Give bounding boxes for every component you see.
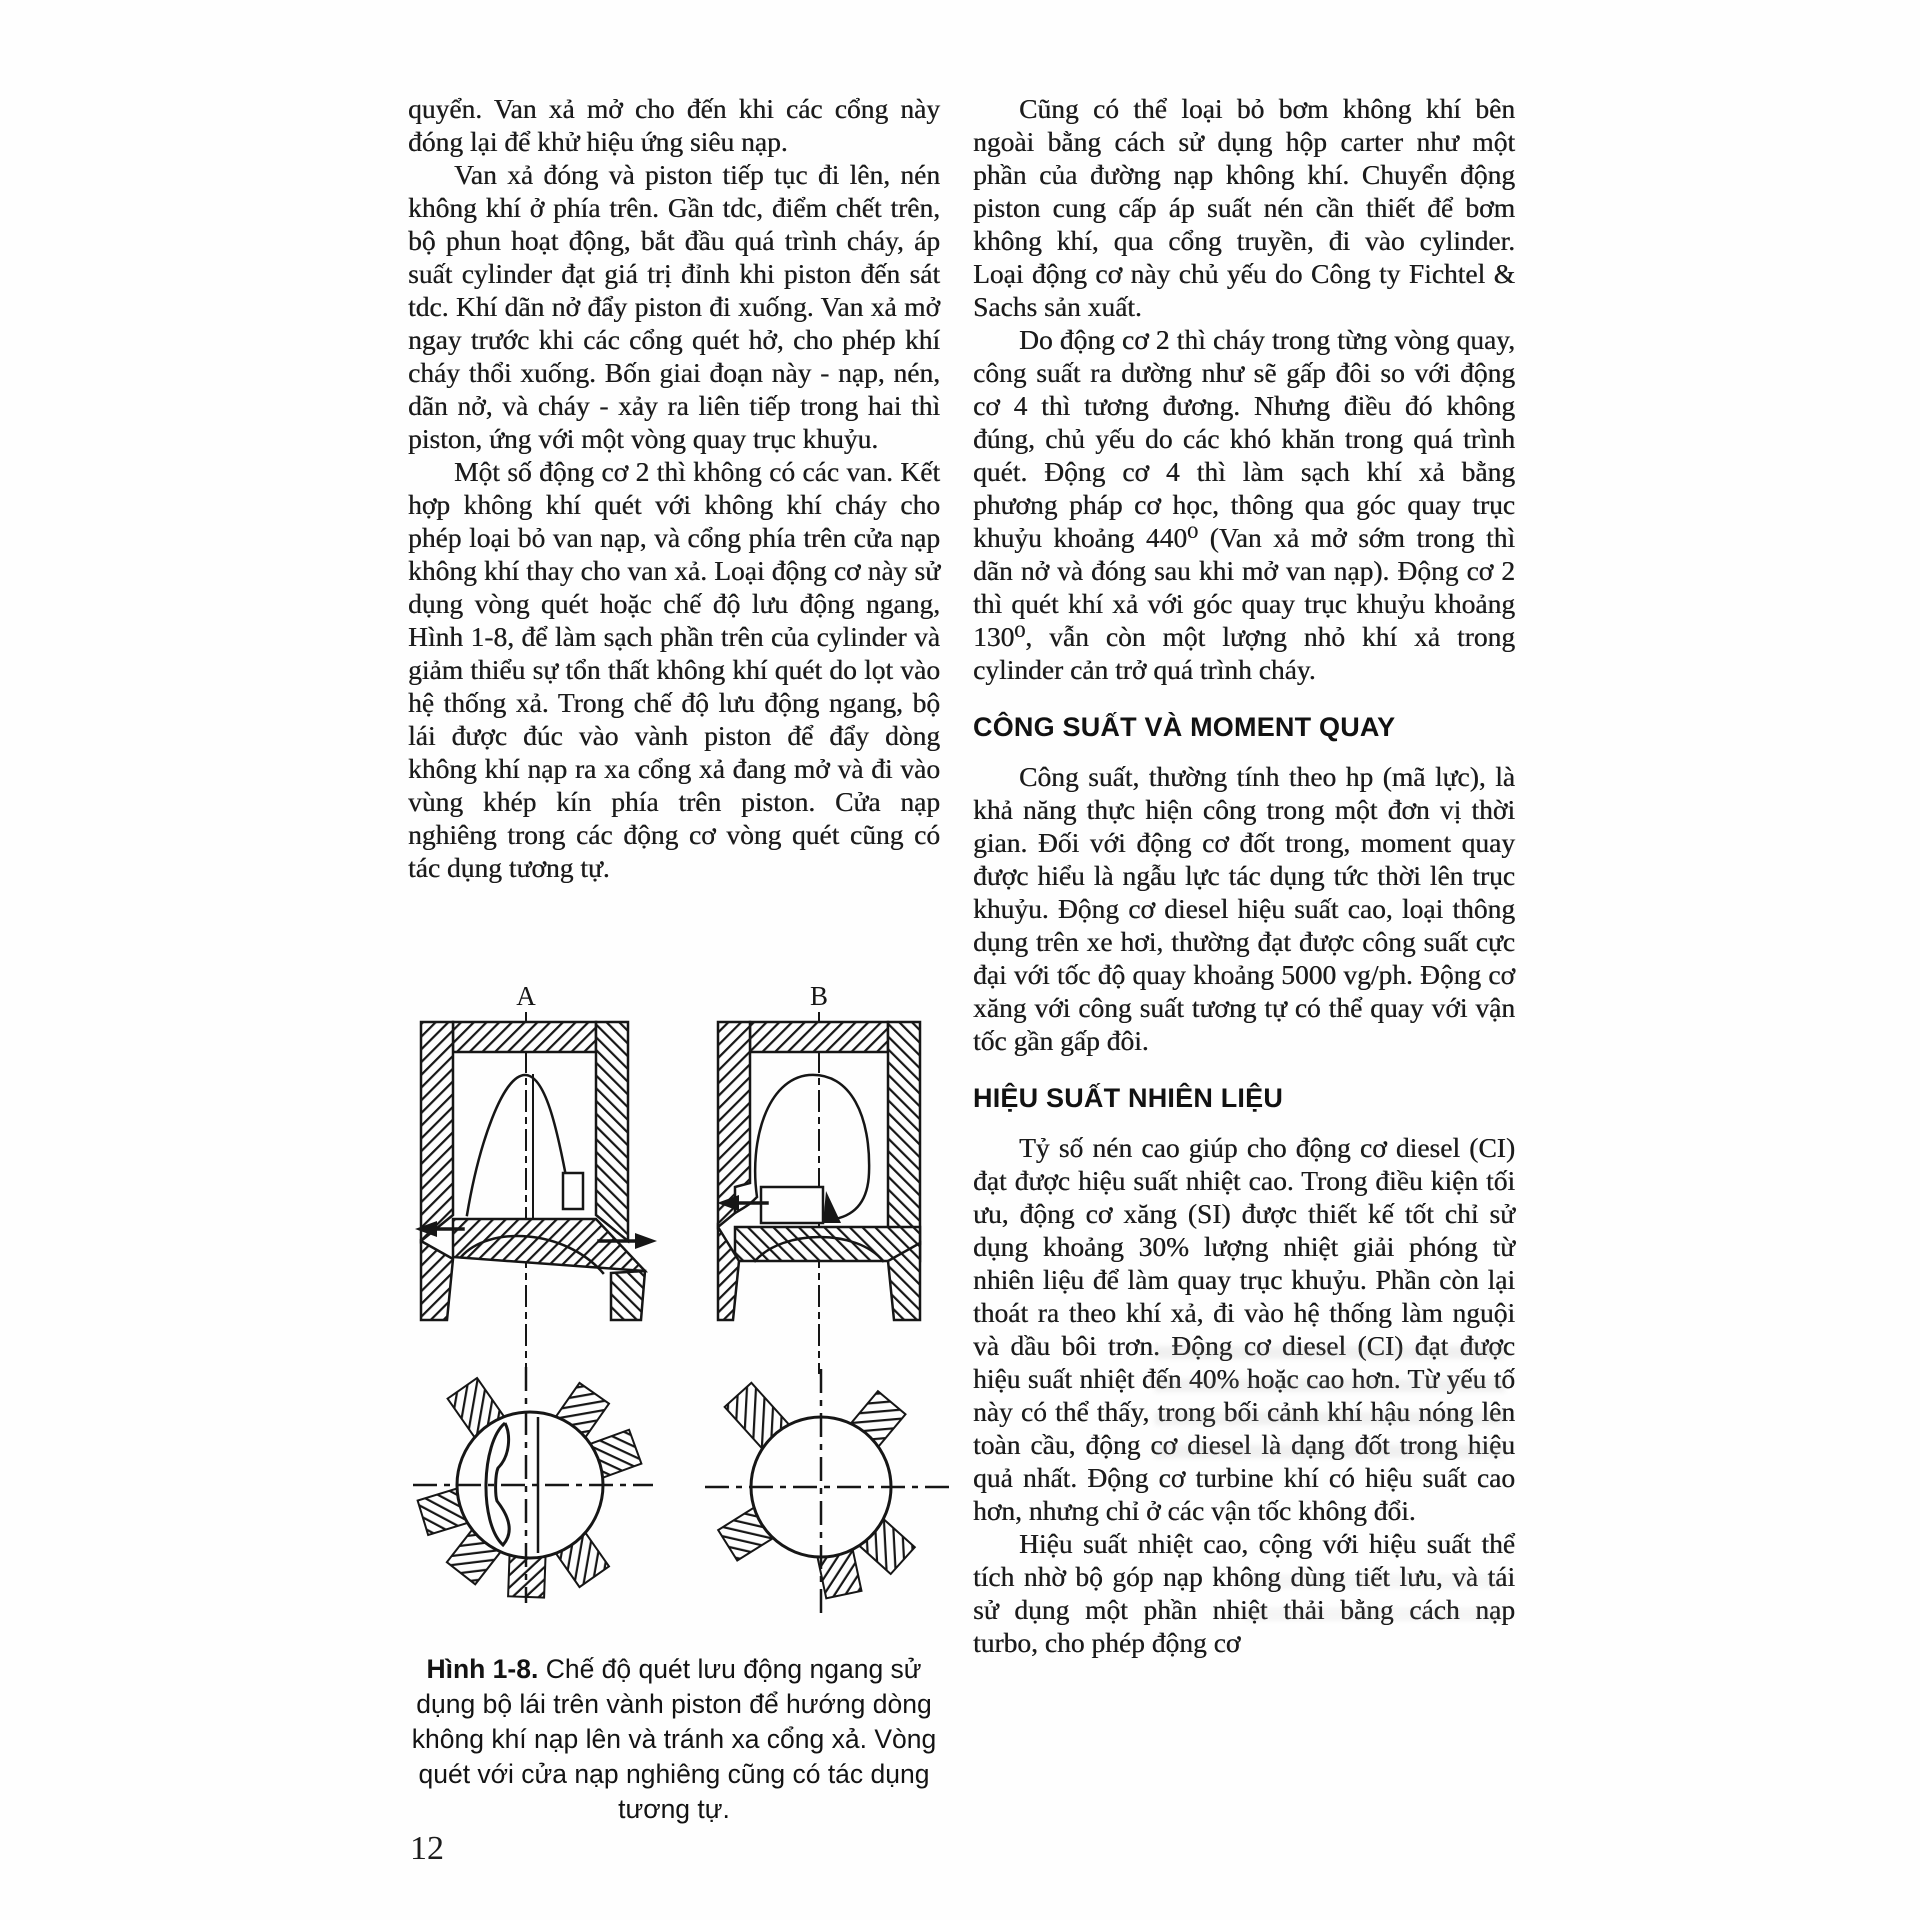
paragraph: Một số động cơ 2 thì không có các van. Kết hợp không khí quét với không khí cháy cho phép loại bỏ van nạp, và cổng phía trên cửa nạp không khí thay cho van xả. Loại động cơ này sử dụng vòng quét hoặc chế độ lưu động ngang, Hình 1-8, để làm sạch phần trên của cylinder và giảm thiểu sự tổn thất không khí quét do lọt vào hệ thống xả. Trong chế độ lưu động ngang, bộ lái được đúc vào vành piston để đẩy dòng không khí nạp ra xa cổng xả đang mở và đi vào vùng khép kín phía trên piston. Cửa nạp nghiêng trong các động cơ vòng quét cũng có tác dụng tương tự. <box>408 456 940 883</box>
page-number: 12 <box>410 1830 444 1867</box>
cylinder-wall-left-hatch <box>421 1022 453 1241</box>
figure-label-a: A <box>516 981 536 1011</box>
paragraph: Tỷ số nén cao giúp cho động cơ diesel (CI) đạt được hiệu suất nhiệt cao. Trong điều kiện tối ưu, động cơ xăng (SI) được thiết kế tốt chỉ sử dụng khoảng 30% lượng nhiệt giải phóng từ nhiên liệu để làm quay trục khuỷu. Phần còn lại thoát ra theo khí xả, đi vào hệ thống làm nguội và dầu bôi trơn. Động cơ diesel (CI) đạt được hiệu suất nhiệt đến 40% hoặc cao hơn. Từ yếu tố này có thể thấy, trong bối cảnh khí hậu nóng lên toàn cầu, động cơ diesel là dạng đốt trong hiệu quả nhất. Động cơ turbine khí có hiệu suất cao hơn, nhưng chỉ ở các vận tốc không đổi. <box>973 1132 1515 1526</box>
figure-caption <box>406 1652 942 1827</box>
cylinder-head-hatch <box>453 1022 596 1052</box>
figure-label-b: B <box>809 981 829 1011</box>
right-column <box>973 92 1515 1659</box>
deflector-flow-curve <box>467 1075 568 1215</box>
paragraph: Van xả đóng và piston tiếp tục đi lên, nén không khí ở phía trên. Gần tdc, điểm chết trên, bộ phun hoạt động, bắt đầu quá trình cháy, áp suất cylinder đạt giá trị đỉnh khi piston đến sát tdc. Khí dãn nở đẩy piston đi xuống. Van xả mở ngay trước khi các cổng quét hở, cho phép khí cháy thổi xuống. Bốn giai đoạn này - nạp, nén, dãn nở, và cháy - xảy ra liên tiếp trong hai thì piston, ứng với một vòng quay trục khuỷu. <box>408 159 940 454</box>
lower-wall-right-hatch <box>611 1271 645 1320</box>
cylinder-head-hatch <box>750 1022 888 1052</box>
figure-caption-text: Chế độ quét lưu động ngang sử dụng bộ lái trên vành piston để hướng dòng không khí nạp lên và tránh xa cổng xả. Vòng quét với cửa nạp nghiêng cũng có tác dụng tương tự. <box>411 1654 937 1824</box>
lower-wall-left-hatch <box>421 1241 453 1320</box>
figure-cross-section-a <box>415 981 657 1373</box>
left-column <box>408 92 940 884</box>
paragraph: Do động cơ 2 thì cháy trong từng vòng quay, công suất ra dường như sẽ gấp đôi so với động cơ 4 thì tương đương. Nhưng điều đó không đúng, chủ yếu do các khó khăn trong quá trình quét. Động cơ 4 thì làm sạch khí xả bằng phương pháp cơ học, thông qua góc quay trục khuỷu khoảng 440⁰ (Van xả mở sớm trong thì dãn nở và đóng sau khi mở van nạp). Động cơ 2 thì quét khí xả với góc quay trục khuỷu khoảng 130⁰, vẫn còn một lượng nhỏ khí xả trong cylinder cản trở quá trình cháy. <box>973 324 1515 685</box>
piston-crown-hatch <box>735 1227 920 1261</box>
cylinder-wall-left-hatch <box>718 1022 750 1227</box>
section-heading-power-torque: CÔNG SUẤT VÀ MOMENT QUAY <box>973 712 1396 742</box>
figure-cross-section-b <box>717 981 920 1373</box>
figure-port-plan-b <box>705 1369 950 1615</box>
paragraph: Công suất, thường tính theo hp (mã lực), là khả năng thực hiện công trong một đơn vị thời gian. Đối với động cơ đốt trong, moment quay được hiểu là ngẫu lực tác dụng tức thời lên trục khuỷu. Động cơ diesel hiệu suất cao, loại thông dụng trên xe hơi, thường đạt được công suất cực đại với tốc độ quay khoảng 5000 vg/ph. Động cơ xăng với công suất tương tự có thể quay với vận tốc gần gấp đôi. <box>973 761 1515 1056</box>
flow-shade <box>823 1191 841 1223</box>
cylinder-wall-right-hatch <box>596 1022 628 1241</box>
figure-1-8 <box>405 975 955 1660</box>
paragraph: Hiệu suất nhiệt cao, cộng với hiệu suất thể tích nhờ bộ góp nạp không dùng tiết lưu, và tái sử dụng một phần nhiệt thải bằng cách nạp turbo, cho phép động cơ <box>973 1528 1515 1658</box>
exhaust-port-passage <box>563 1173 583 1209</box>
cylinder-wall-right-hatch <box>888 1022 920 1243</box>
intake-port-passage <box>761 1187 823 1223</box>
figure-caption-label: Hình 1-8. <box>426 1654 539 1684</box>
figure-port-plan-a <box>413 1367 653 1603</box>
section-heading-fuel-efficiency: HIỆU SUẤT NHIÊN LIỆU <box>973 1083 1284 1113</box>
paragraph: Cũng có thể loại bỏ bơm không khí bên ngoài bằng cách sử dụng hộp carter như một phần của đường nạp không khí. Chuyển động piston cung cấp áp suất nén cần thiết để bơm không khí, qua cổng truyền, đi vào cylinder. Loại động cơ này chủ yếu do Công ty Fichtel & Sachs sản xuất. <box>973 93 1515 322</box>
paragraph-continuation: quyển. Van xả mở cho đến khi các cổng này đóng lại để khử hiệu ứng siêu nạp. <box>408 93 940 157</box>
